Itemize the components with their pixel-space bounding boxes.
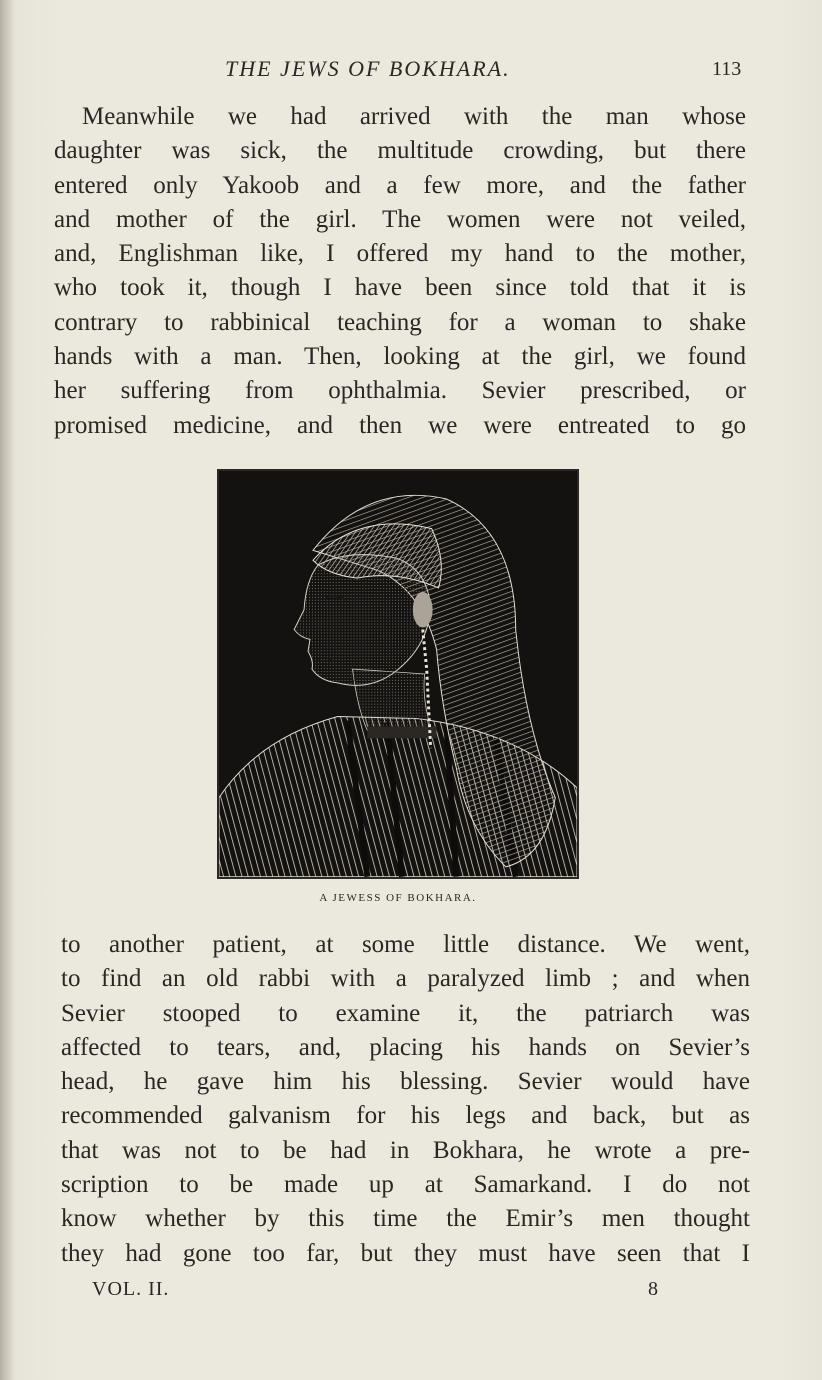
portrait-illustration [219, 471, 577, 877]
page-number: 113 [712, 58, 742, 80]
text-line: know whether by this time the Emir’s men thought [61, 1205, 750, 1233]
text-line: recommended galvanism for his legs and back, but as [61, 1102, 750, 1130]
text-line: Sevier stooped to examine it, the patriarch was [61, 999, 750, 1027]
text-line: to find an old rabbi with a paralyzed limb ; and when [61, 965, 750, 993]
signature-mark: 8 [648, 1278, 658, 1300]
running-head-title: THE JEWS OF BOKHARA. [225, 56, 511, 81]
text-line: they had gone too far, but they must have seen that I [61, 1239, 750, 1267]
text-line: contrary to rabbinical teaching for a woman to shake [54, 308, 746, 336]
volume-mark: VOL. II. [92, 1278, 170, 1300]
text-line: and mother of the girl. The women were not veiled, [54, 205, 746, 233]
text-line: entered only Yakoob and a few more, and the father [54, 171, 746, 199]
paragraph-2 [61, 928, 750, 1271]
text-line: and, Englishman like, I offered my hand to the mother, [54, 240, 746, 268]
text-line: affected to tears, and, placing his hands on Sevier’s [61, 1033, 750, 1061]
page-footer [0, 1276, 822, 1306]
text-line: who took it, though I have been since told that it is [54, 274, 746, 302]
figure-caption: A JEWESS OF BOKHARA. [319, 892, 477, 904]
running-head [0, 52, 822, 86]
text-line: head, he gave him his blessing. Sevier would have [61, 1068, 750, 1096]
text-line: hands with a man. Then, looking at the girl, we found [54, 343, 746, 371]
paragraph-1 [54, 100, 746, 443]
engraving-figure [217, 469, 579, 879]
text-line: that was not to be had in Bokhara, he wrote a pre- [61, 1136, 750, 1164]
text-line: daughter was sick, the multitude crowding, but there [54, 137, 746, 165]
text-line: Meanwhile we had arrived with the man whose [82, 103, 746, 130]
text-line: promised medicine, and then we were entreated to go [54, 411, 746, 439]
gutter-shadow [0, 0, 14, 1380]
text-line: to another patient, at some little distance. We went, [61, 931, 750, 958]
text-line: her suffering from ophthalmia. Sevier prescribed, or [54, 377, 746, 405]
text-line: scription to be made up at Samarkand. I do not [61, 1171, 750, 1199]
